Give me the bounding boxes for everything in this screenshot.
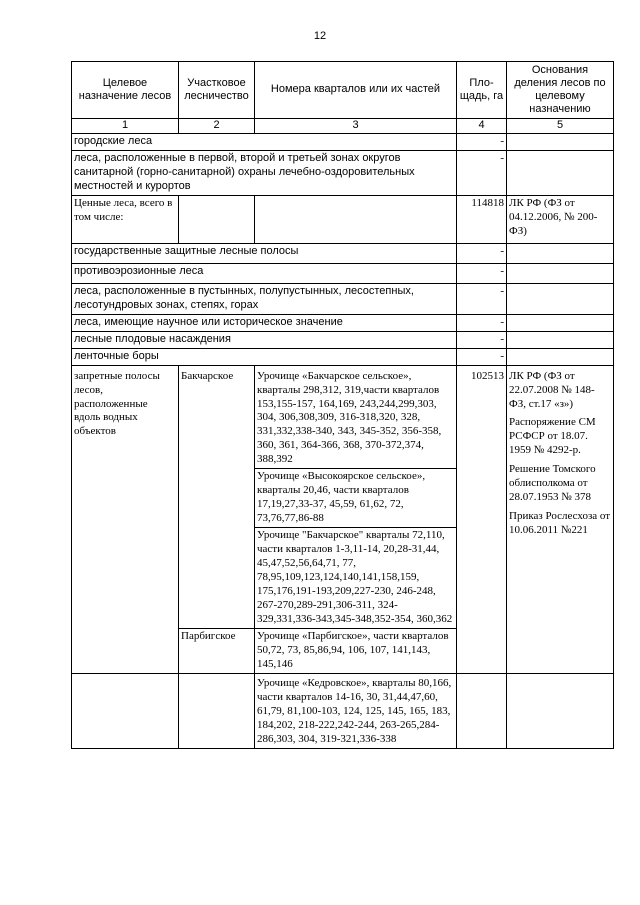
table-row xyxy=(72,673,614,748)
table-row xyxy=(72,365,614,469)
purpose-cell xyxy=(72,673,179,748)
tract-bakchar: Урочище "Бакчарское" кварталы 72,110, части кварталов 1-3,11-14, 20,28-31,44, 45,47,52,56,64,71, 77, 78,95,109,123,124,140,141,158,159, 175,176,191-193,209,227-230, 246-248, 267-270,289-291,306-311, 324-329,331,336-343,345-348,352-354, 360,362 xyxy=(255,528,457,629)
basis-cell xyxy=(507,331,614,348)
tract-bakchar-rural: Урочище «Бакчарское сельское», кварталы 298,312, 319,части кварталов 153,155-157, 164,169, 243,244,299,303, 304, 306,308,309, 316-318,320, 328, 331,332,338-340, 343, 345-352, 356-358, 360, 361, 364-366, 368, 370-372,374, 388,392 xyxy=(255,365,457,469)
basis-tomsk-decision: Решение Томского облисполкома от 28.07.1953 № 378 xyxy=(509,463,596,504)
forest-designation-table xyxy=(71,61,614,749)
table-row xyxy=(72,348,614,365)
basis-forest-code: ЛК РФ (ФЗ от 22.07.2008 № 148-ФЗ, ст.17 «з») xyxy=(509,369,595,410)
column-number: 3 xyxy=(255,118,457,133)
area-value: - xyxy=(457,348,507,365)
basis-rosleskhoz-order: Приказ Рослесхоза от 10.06.2011 №221 xyxy=(509,510,611,537)
basis-cell xyxy=(507,283,614,314)
row-fruit-plantings: лесные плодовые насаждения xyxy=(72,331,457,348)
forestry-cell xyxy=(179,195,255,243)
column-number-row xyxy=(72,118,614,133)
row-city-forests: городские леса xyxy=(72,133,457,150)
table-header-row xyxy=(72,62,614,119)
table-row xyxy=(72,133,614,150)
forestry-parbig: Парбигское xyxy=(179,629,255,674)
table-row xyxy=(72,195,614,243)
forestry-bakchar: Бакчарское xyxy=(179,365,255,628)
table-row xyxy=(72,283,614,314)
area-value: - xyxy=(457,263,507,283)
blocks-cell xyxy=(255,195,457,243)
column-number: 1 xyxy=(72,118,179,133)
area-cell xyxy=(457,673,507,748)
column-number: 5 xyxy=(507,118,614,133)
column-number: 2 xyxy=(179,118,255,133)
column-number: 4 xyxy=(457,118,507,133)
basis-valuable: ЛК РФ (ФЗ от 04.12.2006, № 200-ФЗ) xyxy=(507,195,614,243)
row-scientific: леса, имеющие научное или историческое значение xyxy=(72,314,457,331)
table-row xyxy=(72,243,614,263)
row-desert-zones: леса, расположенные в пустынных, полупустынных, лесостепных, лесотундровых зонах, степях, горах xyxy=(72,283,457,314)
basis-council-order: Распоряжение СМ РСФСР от 18.07. 1959 № 4292-р. xyxy=(509,416,596,457)
area-value: 114818 xyxy=(457,195,507,243)
row-anti-erosion: противоэрозионные леса xyxy=(72,263,457,283)
row-protected-strips: запретные полосы лесов, расположенные вдоль водных объектов xyxy=(72,365,179,673)
row-resort-zones: леса, расположенные в первой, второй и третьей зонах округов санитарной (горно-санитарной) охраны лечебно-оздоровительных местностей и курортов xyxy=(72,150,457,195)
header-purpose: Целевое назначение лесов xyxy=(72,62,179,119)
basis-cell xyxy=(507,243,614,263)
table-row xyxy=(72,314,614,331)
basis-cell xyxy=(507,348,614,365)
area-value: - xyxy=(457,243,507,263)
area-value: - xyxy=(457,133,507,150)
area-value: - xyxy=(457,150,507,195)
basis-cell xyxy=(507,150,614,195)
page-number: 12 xyxy=(313,30,327,42)
area-value: - xyxy=(457,314,507,331)
header-basis: Основания деления лесов по целевому назначению xyxy=(507,62,614,119)
basis-cell xyxy=(507,133,614,150)
row-shelterbelts: государственные защитные лесные полосы xyxy=(72,243,457,263)
table-row xyxy=(72,263,614,283)
basis-protected xyxy=(507,365,614,673)
area-value: - xyxy=(457,283,507,314)
tract-vysokoyar: Урочище «Высокоярское сельское», кварталы 20,46, части кварталов 17,19,27,33-37, 45,59, 61,62, 72, 73,76,77,86-88 xyxy=(255,469,457,528)
header-forestry: Участковое лесничество xyxy=(179,62,255,119)
area-value: - xyxy=(457,331,507,348)
tract-kedrov: Урочище «Кедровское», кварталы 80,166, части кварталов 14-16, 30, 31,44,47,60, 61,79, 81,100-103, 124, 125, 145, 165, 183, 184,202, 218-222,242-244, 263-265,284-286,303, 304, 319-321,336-338 xyxy=(255,673,457,748)
header-area: Пло-щадь, га xyxy=(457,62,507,119)
table-row xyxy=(72,150,614,195)
row-valuable-forests: Ценные леса, всего в том числе: xyxy=(72,195,179,243)
basis-cell xyxy=(507,314,614,331)
table-row xyxy=(72,331,614,348)
tract-parbig: Урочище «Парбигское», части кварталов 50,72, 73, 85,86,94, 106, 107, 141,143, 145,146 xyxy=(255,629,457,674)
basis-cell xyxy=(507,263,614,283)
row-ribbon-forests: ленточные боры xyxy=(72,348,457,365)
basis-cell xyxy=(507,673,614,748)
header-blocks: Номера кварталов или их частей xyxy=(255,62,457,119)
forestry-cell xyxy=(179,673,255,748)
area-value: 102513 xyxy=(457,365,507,673)
